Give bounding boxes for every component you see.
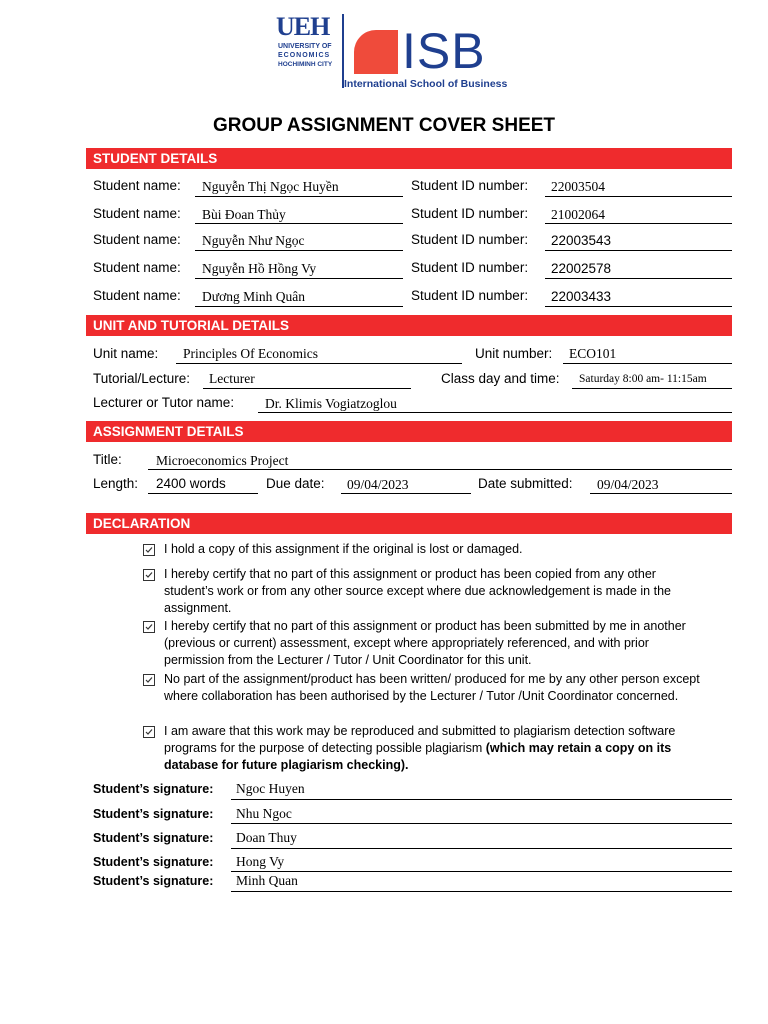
declaration-checkbox[interactable] <box>143 726 155 738</box>
tutorial-label: Tutorial/Lecture: <box>93 371 191 386</box>
student-name-label: Student name: <box>93 288 181 303</box>
unit-number-underline <box>563 363 732 364</box>
lecturer-value[interactable]: Dr. Klimis Vogiatzoglou <box>265 396 397 411</box>
student-details-bar <box>86 148 732 169</box>
student-id-label: Student ID number: <box>411 232 529 247</box>
signature-value[interactable]: Ngoc Huyen <box>236 781 305 796</box>
class-day-underline <box>572 388 732 389</box>
declaration-text-bold: (which may retain a copy on its database for future plagiarism checking). <box>164 741 672 772</box>
student-id-underline <box>545 278 732 279</box>
checkmark-icon <box>145 623 153 631</box>
signature-value[interactable]: Doan Thuy <box>236 830 297 845</box>
signature-underline <box>231 871 732 872</box>
student-id-underline <box>545 223 732 224</box>
isb-logo-text: ISB <box>402 23 486 79</box>
student-name-value[interactable]: Bùi Đoan Thủy <box>202 207 286 222</box>
date-submitted-label: Date submitted: <box>478 476 573 491</box>
student-name-underline <box>195 250 403 251</box>
lecturer-underline <box>258 412 732 413</box>
student-name-underline <box>195 223 403 224</box>
unit-number-label: Unit number: <box>475 346 553 361</box>
student-id-label: Student ID number: <box>411 206 529 221</box>
checkmark-icon <box>145 546 153 554</box>
declaration-text: I hereby certify that no part of this assignment or product has been copied from any other student’s work or from any other source except where due acknowledgement is made in the assignment. <box>164 567 671 615</box>
declaration-text: No part of the assignment/product has been written/ produced for me by any other person except where collaboration has been authorised by the Lecturer / Tutor /Unit Coordinator concerned. <box>164 672 700 703</box>
student-name-value[interactable]: Nguyễn Hồ Hồng Vy <box>202 261 317 276</box>
student-id-underline <box>545 306 732 307</box>
declaration-text-plain: I am aware that this work may be reproduced and submitted to plagiarism detection software programs for the purpose of detecting possible plagiarism <box>164 724 676 755</box>
student-id-underline <box>545 196 732 197</box>
student-name-underline <box>195 196 403 197</box>
checkmark-icon <box>145 728 153 736</box>
signature-value[interactable]: Minh Quan <box>236 873 298 888</box>
signature-label: Student’s signature: <box>93 874 214 888</box>
assignment-details-bar <box>86 421 732 442</box>
signature-label: Student’s signature: <box>93 782 214 796</box>
signature-underline <box>231 891 732 892</box>
student-id-underline <box>545 250 732 251</box>
declaration-text: I hereby certify that no part of this assignment or product has been submitted by me in another (previous or current) assessment, except where appropriately referenced, and with prior permission from the Lecturer / Tutor / Unit Coordinator for this unit. <box>164 619 686 667</box>
student-name-label: Student name: <box>93 232 181 247</box>
declaration-text <box>164 723 704 774</box>
student-id-value[interactable]: 22003543 <box>551 233 612 248</box>
signature-label: Student’s signature: <box>93 807 214 821</box>
declaration-bar <box>86 513 732 534</box>
isb-logo <box>344 23 510 90</box>
isb-sub: International School of Business <box>344 78 508 90</box>
title-label: Title: <box>93 452 122 467</box>
isb-emblem-icon <box>350 28 398 76</box>
student-id-value[interactable]: 22003433 <box>551 289 612 304</box>
student-id-label: Student ID number: <box>411 288 529 303</box>
signature-label: Student’s signature: <box>93 831 214 845</box>
class-day-label: Class day and time: <box>441 371 560 386</box>
declaration-text: I hold a copy of this assignment if the original is lost or damaged. <box>164 542 523 556</box>
date-submitted-value[interactable]: 09/04/2023 <box>597 477 659 492</box>
unit-name-underline <box>176 363 462 364</box>
due-date-underline <box>341 493 471 494</box>
ueh-sub-3: HOCHIMINH CITY <box>278 61 333 68</box>
student-id-label: Student ID number: <box>411 260 529 275</box>
unit-name-label: Unit name: <box>93 346 159 361</box>
signature-underline <box>231 823 732 824</box>
student-details-heading: STUDENT DETAILS <box>93 151 218 166</box>
ueh-logo-text: UEH <box>276 12 330 41</box>
lecturer-label: Lecturer or Tutor name: <box>93 395 235 410</box>
signature-value[interactable]: Nhu Ngoc <box>236 806 292 821</box>
checkmark-icon <box>145 571 153 579</box>
length-value[interactable]: 2400 words <box>156 476 226 491</box>
unit-number-value[interactable]: ECO101 <box>569 346 617 361</box>
student-id-value[interactable]: 21002064 <box>551 207 605 222</box>
student-id-value[interactable]: 22003504 <box>551 179 605 194</box>
student-id-label: Student ID number: <box>411 178 529 193</box>
class-day-value[interactable]: Saturday 8:00 am- 11:15am <box>579 373 707 385</box>
declaration-checkbox[interactable] <box>143 544 155 556</box>
ueh-sub-1: UNIVERSITY OF <box>278 43 332 50</box>
title-underline <box>148 469 732 470</box>
student-name-label: Student name: <box>93 178 181 193</box>
student-name-label: Student name: <box>93 206 181 221</box>
length-label: Length: <box>93 476 139 491</box>
declaration-checkbox[interactable] <box>143 674 155 686</box>
length-underline <box>148 493 258 494</box>
signature-value[interactable]: Hong Vy <box>236 854 285 869</box>
student-name-label: Student name: <box>93 260 181 275</box>
due-date-value[interactable]: 09/04/2023 <box>347 477 409 492</box>
tutorial-underline <box>203 388 411 389</box>
student-id-value[interactable]: 22002578 <box>551 261 612 276</box>
unit-details-heading: UNIT AND TUTORIAL DETAILS <box>93 318 289 333</box>
student-name-underline <box>195 306 403 307</box>
ueh-logo <box>276 12 338 70</box>
unit-name-value[interactable]: Principles Of Economics <box>183 346 318 361</box>
title-value[interactable]: Microeconomics Project <box>156 453 289 468</box>
student-name-value[interactable]: Nguyễn Như Ngọc <box>202 233 305 248</box>
signature-underline <box>231 848 732 849</box>
student-name-underline <box>195 278 403 279</box>
student-name-value[interactable]: Dương Minh Quân <box>202 289 305 304</box>
logo-divider <box>342 14 344 88</box>
declaration-checkbox[interactable] <box>143 569 155 581</box>
assignment-details-heading: ASSIGNMENT DETAILS <box>93 424 244 439</box>
unit-details-bar <box>86 315 732 336</box>
date-submitted-underline <box>590 493 732 494</box>
checkmark-icon <box>145 676 153 684</box>
signature-underline <box>231 799 732 800</box>
signature-label: Student’s signature: <box>93 855 214 869</box>
tutorial-value[interactable]: Lecturer <box>209 371 255 386</box>
due-date-label: Due date: <box>266 476 325 491</box>
declaration-heading: DECLARATION <box>93 516 191 531</box>
declaration-checkbox[interactable] <box>143 621 155 633</box>
student-name-value[interactable]: Nguyễn Thị Ngọc Huyền <box>202 179 339 194</box>
page-title: GROUP ASSIGNMENT COVER SHEET <box>212 115 556 136</box>
ueh-sub-2: ECONOMICS <box>278 52 331 59</box>
